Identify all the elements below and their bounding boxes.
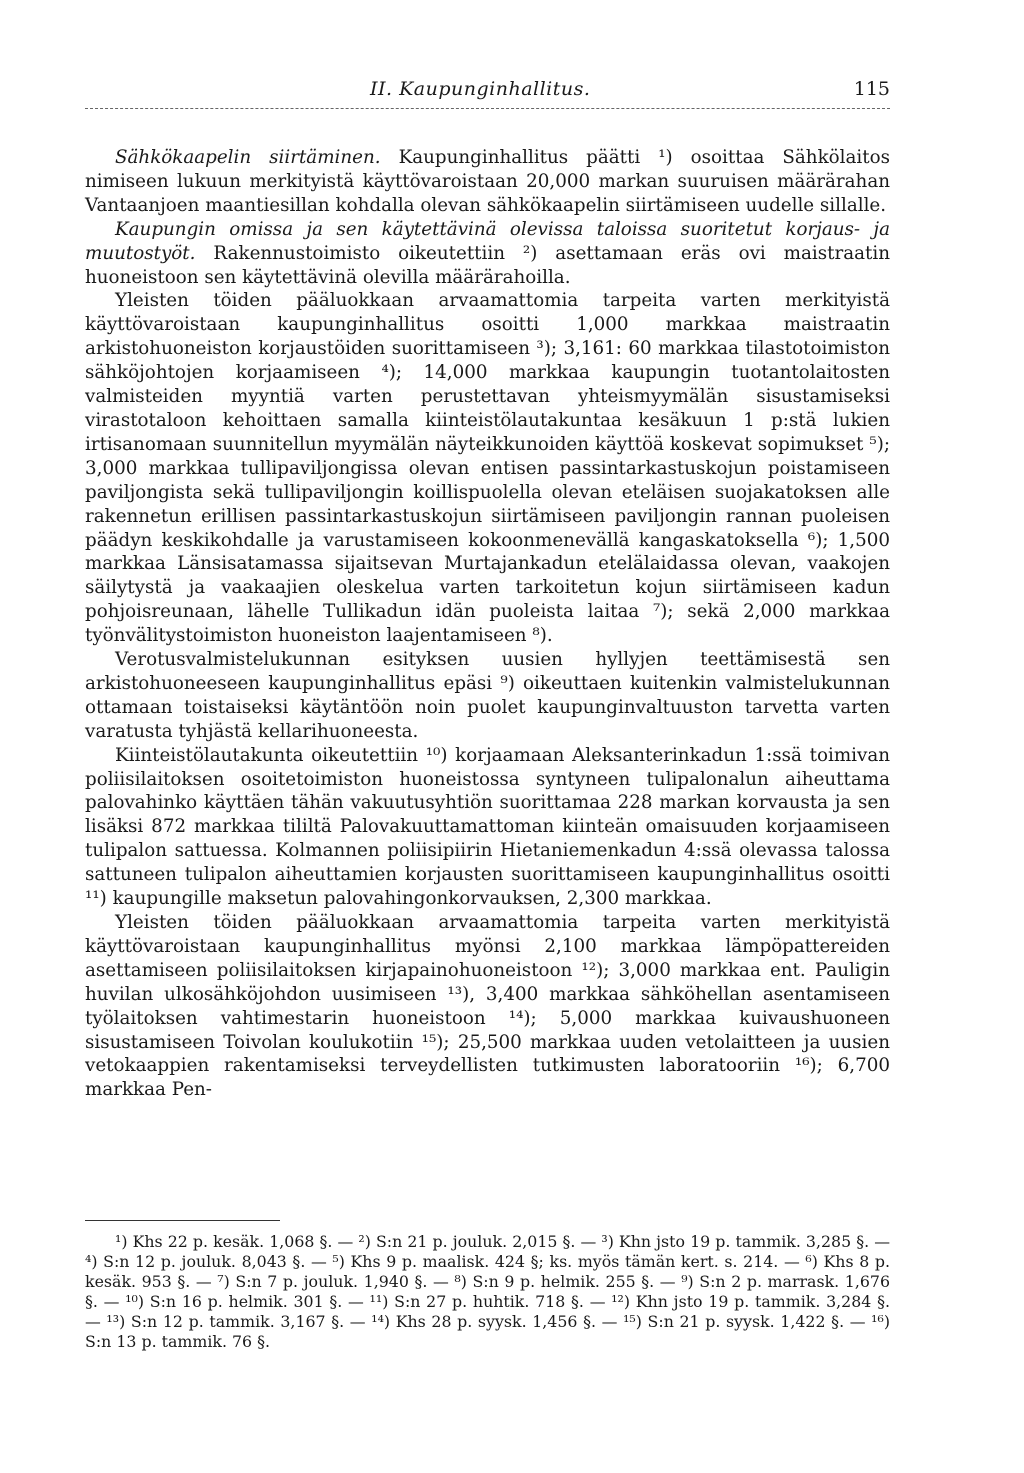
footnotes <box>85 1232 890 1352</box>
paragraph <box>85 289 890 648</box>
paragraph-text: Rakennustoimisto oikeutettiin ²) asettamaan eräs ovi maistraatin huoneistoon sen käytettävinä olevilla määrärahoilla. <box>85 242 890 288</box>
footnote-text: ¹) Khs 22 p. kesäk. 1,068 §. — ²) S:n 21 p. jouluk. 2,015 §. — ³) Khn jsto 19 p. tammik. 3,285 §. — ⁴) S:n 12 p. jouluk. 8,043 §. — ⁵) Khs 9 p. maalisk. 424 §; ks. myös tämän kert. s. 214. — ⁶) Khs 8 p. kesäk. 953 §. — ⁷) S:n 7 p. jouluk. 1,940 §. — ⁸) S:n 9 p. helmik. 255 §. — ⁹) S:n 2 p. marrask. 1,676 §. — ¹⁰) S:n 16 p. helmik. 301 §. — ¹¹) S:n 27 p. huhtik. 718 §. — ¹²) Khn jsto 19 p. tammik. 3,284 §. — ¹³) S:n 12 p. tammik. 3,167 §. — ¹⁴) Khs 28 p. syysk. 1,456 §. — ¹⁵) S:n 21 p. syysk. 1,422 §. — ¹⁶) S:n 13 p. tammik. 76 §. <box>85 1232 890 1351</box>
paragraph-text: Verotusvalmistelukunnan esityksen uusien hyllyjen teettämisestä sen arkistohuoneeseen kaupunginhallitus epäsi ⁹) oikeuttaen kuitenkin valmistelukunnan ottamaan toistaiseksi käytäntöön noin puolet kaupunginvaltuuston tarvetta varten varatusta tyhjästä kellarihuoneesta. <box>85 649 890 742</box>
header-rule <box>85 108 890 109</box>
paragraph <box>85 744 890 911</box>
running-header <box>85 78 890 102</box>
page-number: 115 <box>853 78 890 100</box>
paragraph <box>85 648 890 744</box>
header-title: II. Kaupunginhallitus. <box>370 78 591 100</box>
paragraph-text: Yleisten töiden pääluokkaan arvaamattomia tarpeita varten merkityistä käyttövaroistaan kaupunginhallitus osoitti 1,000 markkaa maistraatin arkistohuoneiston korjaustöiden suorittamiseen ³); 3,161: 60 markkaa tilastotoimiston sähköjohtojen korjaamiseen ⁴); 14,000 markkaa kaupungin tuotantolaitosten valmisteiden myyntiä varten perustettavan yhteismyymälän sisustamiseksi virastotaloon kehoittaen samalla kiinteistölautakuntaa kesäkuun 1 p:stä lukien irtisanomaan suunnitellun myymälän näyteikkunoiden käyttöä koskevat sopimukset ⁵); 3,000 markkaa tullipaviljongissa olevan entisen passintarkastuskojun poistamiseen paviljongista sekä tullipaviljongin koillispuolella olevan eteläisen suojakatoksen alle rakennetun erillisen passintarkastuskojun siirtämiseen paviljongin rannan puoleisen päädyn keskikohdalle ja varustamiseen kokoonmenevällä kangaskatoksella ⁶); 1,500 markkaa Länsisatamassa sijaitsevan Murtajankadun etelälaidassa olevan, vaakojen säilytystä ja vaakaajien oleskelua varten tarkoitetun kojun siirtämiseen kadun pohjoisreunaan, lähelle Tullikadun idän puoleista laitaa ⁷); sekä 2,000 markkaa työnvälitystoimiston huoneiston laajentamiseen ⁸). <box>85 290 890 647</box>
section-heading: Kaupungin omissa ja sen käytettävinä olevissa taloissa suoritetut korjaus- ja muutostyöt. <box>85 218 890 264</box>
paragraph <box>85 911 890 1102</box>
paragraph-text: Yleisten töiden pääluokkaan arvaamattomia tarpeita varten merkityistä käyttövaroistaan kaupunginhallitus myönsi 2,100 markkaa lämpöpattereiden asettamiseen poliisilaitoksen kirjapainohuoneistoon ¹²); 3,000 markkaa ent. Pauligin huvilan ulkosähköjohdon uusimiseen ¹³), 3,400 markkaa sähköhellan asentamiseen työlaitoksen vahtimestarin huoneistoon ¹⁴); 5,000 markkaa kuivaushuoneen sisustamiseen Toivolan koulukotiin ¹⁵); 25,500 markkaa uuden vetolaitteen ja uusien vetokaappien rakentamiseksi terveydellisten tutkimusten laboratooriin ¹⁶); 6,700 markkaa Pen- <box>85 912 890 1101</box>
paragraph <box>85 146 890 218</box>
body-text <box>85 146 890 1102</box>
paragraph <box>85 218 890 290</box>
paragraph-text: Kaupunginhallitus päätti ¹) osoittaa Sähkölaitos nimiseen lukuun merkityistä käyttövaroistaan 20,000 markan suuruisen määrärahan Vantaanjoen maantiesillan kohdalla olevan sähkökaapelin siirtämiseen uudelle sillalle. <box>85 147 890 216</box>
section-heading: Sähkökaapelin siirtäminen. <box>115 147 381 168</box>
paragraph-text: Kiinteistölautakunta oikeutettiin ¹⁰) korjaamaan Aleksanterinkadun 1:ssä toimivan poliisilaitoksen osoitetoimiston huoneistossa syntyneen tulipalonalun aiheuttama palovahinko käyttäen tähän vakuutusyhtiön suorittamaa 228 markan korvausta ja sen lisäksi 872 markkaa tililtä Palovakuuttamattoman kiinteän omaisuuden korjaamiseen tulipalon sattuessa. Kolmannen poliisipiirin Hietaniemenkadun 4:ssä olevassa talossa sattuneen tulipalon aiheuttamien korjausten suorittamiseen kaupunginhallitus osoitti ¹¹) kaupungille maksetun palovahingonkorvauksen, 2,300 markkaa. <box>85 744 890 910</box>
footnote-rule <box>85 1220 280 1221</box>
